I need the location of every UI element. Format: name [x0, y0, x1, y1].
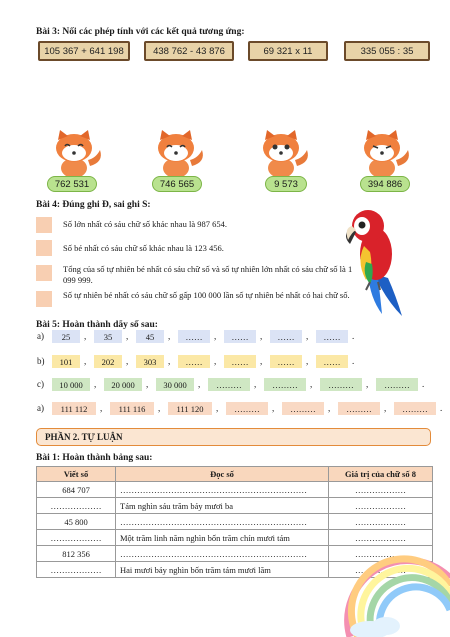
red-panda-icon	[148, 128, 208, 180]
table-cell[interactable]: 684 707	[37, 482, 116, 498]
table-cell[interactable]: …………………………………………………………	[116, 514, 329, 530]
result-badge-2[interactable]	[152, 176, 202, 192]
sequence-cell: 111 112	[52, 402, 96, 415]
separator: ,	[168, 356, 171, 366]
sequence-cell[interactable]: ……	[178, 330, 210, 343]
result-text: 9 573	[274, 178, 298, 190]
sequence-cell[interactable]: ………	[226, 402, 268, 415]
column-header: Đọc số	[116, 467, 329, 482]
sequence-cell: 111 120	[168, 402, 212, 415]
sequence-cell[interactable]: ……	[316, 355, 348, 368]
separator: ,	[168, 331, 171, 341]
sequence-cell[interactable]: ………	[320, 378, 362, 391]
answer-box-2[interactable]	[36, 240, 52, 256]
separator: ,	[328, 403, 331, 413]
expression-card-1[interactable]	[38, 41, 130, 61]
statement-4: Số tự nhiên bé nhất có sáu chữ số gấp 100 000 lần số tự nhiên bé nhất có hai chữ số.	[63, 290, 350, 300]
red-panda-icon	[253, 128, 313, 180]
sequence-cell[interactable]: ……	[224, 355, 256, 368]
separator: ,	[100, 403, 103, 413]
table-row	[37, 482, 433, 498]
statement-3: Tổng của số tự nhiên bé nhất có sáu chữ số và số tự nhiên lớn nhất có sáu chữ số là 1 099 999.	[63, 264, 353, 285]
expression-text: 105 367 + 641 198	[44, 45, 124, 57]
sequence-cell[interactable]: ………	[282, 402, 324, 415]
separator: ,	[260, 356, 263, 366]
bai5-title: Bài 5: Hoàn thành dãy số sau:	[36, 320, 158, 330]
separator: .	[440, 403, 443, 413]
sequence-label: c)	[37, 379, 44, 389]
separator: ,	[272, 403, 275, 413]
separator: ,	[214, 331, 217, 341]
separator: ,	[260, 331, 263, 341]
sequence-cell[interactable]: ……	[224, 330, 256, 343]
sequence-cell[interactable]: ……	[270, 355, 302, 368]
result-text: 746 565	[159, 178, 195, 190]
separator: ,	[216, 403, 219, 413]
parrot-icon	[340, 200, 420, 318]
separator: ,	[384, 403, 387, 413]
table-header-row	[37, 467, 433, 482]
table-cell[interactable]: ………………	[329, 546, 433, 562]
bai1-title: Bài 1: Hoàn thành bảng sau:	[36, 453, 153, 463]
table-cell[interactable]: ………………	[37, 530, 116, 546]
separator: ,	[84, 331, 87, 341]
result-badge-4[interactable]	[360, 176, 410, 192]
sequence-cell[interactable]: ………	[264, 378, 306, 391]
column-header: Giá trị của chữ số 8	[329, 467, 433, 482]
separator: ,	[306, 331, 309, 341]
sequence-label: a)	[37, 331, 44, 341]
table-cell[interactable]: ………………	[37, 562, 116, 578]
column-header: Viết số	[37, 467, 116, 482]
sequence-cell: 10 000	[52, 378, 90, 391]
separator: ,	[214, 356, 217, 366]
table-cell[interactable]: ………………	[329, 514, 433, 530]
sequence-cell: 45	[136, 330, 164, 343]
table-row	[37, 498, 433, 514]
expression-card-3[interactable]	[248, 41, 328, 61]
sequence-cell: 35	[94, 330, 122, 343]
sequence-cell: 111 116	[110, 402, 154, 415]
expression-text: 438 762 - 43 876	[153, 45, 225, 57]
expression-card-4[interactable]	[344, 41, 430, 61]
separator: ,	[126, 331, 129, 341]
sequence-cell: 202	[94, 355, 122, 368]
separator: .	[352, 331, 355, 341]
separator: ,	[306, 356, 309, 366]
answer-box-4[interactable]	[36, 291, 52, 307]
separator: ,	[126, 356, 129, 366]
sequence-label: b)	[37, 356, 45, 366]
part2-banner	[36, 428, 431, 446]
separator: ,	[158, 403, 161, 413]
result-badge-1[interactable]	[47, 176, 97, 192]
table-cell[interactable]: ………………	[329, 498, 433, 514]
table-cell[interactable]: Một trăm linh năm nghìn bốn trăm chín mươi tám	[116, 530, 329, 546]
answer-box-3[interactable]	[36, 265, 52, 281]
red-panda-icon	[354, 128, 414, 180]
separator: ,	[146, 379, 149, 389]
sequence-cell[interactable]: ……	[270, 330, 302, 343]
sequence-cell: 25	[52, 330, 80, 343]
part2-title: PHẦN 2. TỰ LUẬN	[45, 432, 123, 442]
statement-2: Số bé nhất có sáu chữ số khác nhau là 123 456.	[63, 243, 224, 253]
table-cell[interactable]: ………………	[329, 562, 433, 578]
bai4-title: Bài 4: Đúng ghi Đ, sai ghi S:	[36, 200, 151, 210]
separator: .	[352, 356, 355, 366]
red-panda-icon	[46, 128, 106, 180]
table-row	[37, 530, 433, 546]
expression-card-2[interactable]	[144, 41, 234, 61]
separator: ,	[366, 379, 369, 389]
table-cell[interactable]: ………………	[37, 498, 116, 514]
statement-1: Số lớn nhất có sáu chữ số khác nhau là 987 654.	[63, 219, 227, 229]
separator: ,	[254, 379, 257, 389]
sequence-label: a)	[37, 403, 44, 413]
table-row	[37, 514, 433, 530]
expression-text: 69 321 x 11	[263, 45, 313, 57]
separator: ,	[310, 379, 313, 389]
separator: ,	[198, 379, 201, 389]
separator: ,	[94, 379, 97, 389]
table-cell[interactable]: 812 356	[37, 546, 116, 562]
sequence-cell[interactable]: ………	[394, 402, 436, 415]
sequence-cell: 30 000	[156, 378, 194, 391]
separator: ,	[84, 356, 87, 366]
table-cell[interactable]: 45 800	[37, 514, 116, 530]
expression-text: 335 055 : 35	[360, 45, 414, 57]
answer-box-1[interactable]	[36, 217, 52, 233]
table-cell[interactable]: ………………	[329, 530, 433, 546]
sequence-cell[interactable]: ……	[316, 330, 348, 343]
table-cell[interactable]: Tám nghìn sáu trăm bảy mươi ba	[116, 498, 329, 514]
table-cell[interactable]: Hai mươi bảy nghìn bốn trăm tám mươi lăm	[116, 562, 329, 578]
table-cell[interactable]: …………………………………………………………	[116, 482, 329, 498]
sequence-cell: 303	[136, 355, 164, 368]
sequence-cell: 20 000	[104, 378, 142, 391]
bai3-title: Bài 3: Nối các phép tính với các kết quả tương ứng:	[36, 27, 245, 37]
result-badge-3[interactable]	[265, 176, 307, 192]
result-text: 762 531	[54, 178, 90, 190]
sequence-cell[interactable]: ………	[338, 402, 380, 415]
sequence-cell[interactable]: ……	[178, 355, 210, 368]
sequence-cell: 101	[52, 355, 80, 368]
table-cell[interactable]: …………………………………………………………	[116, 546, 329, 562]
separator: .	[422, 379, 425, 389]
table-cell[interactable]: ………………	[329, 482, 433, 498]
rainbow-icon	[330, 548, 450, 637]
sequence-cell[interactable]: ………	[376, 378, 418, 391]
sequence-cell[interactable]: ………	[208, 378, 250, 391]
result-text: 394 886	[367, 178, 403, 190]
